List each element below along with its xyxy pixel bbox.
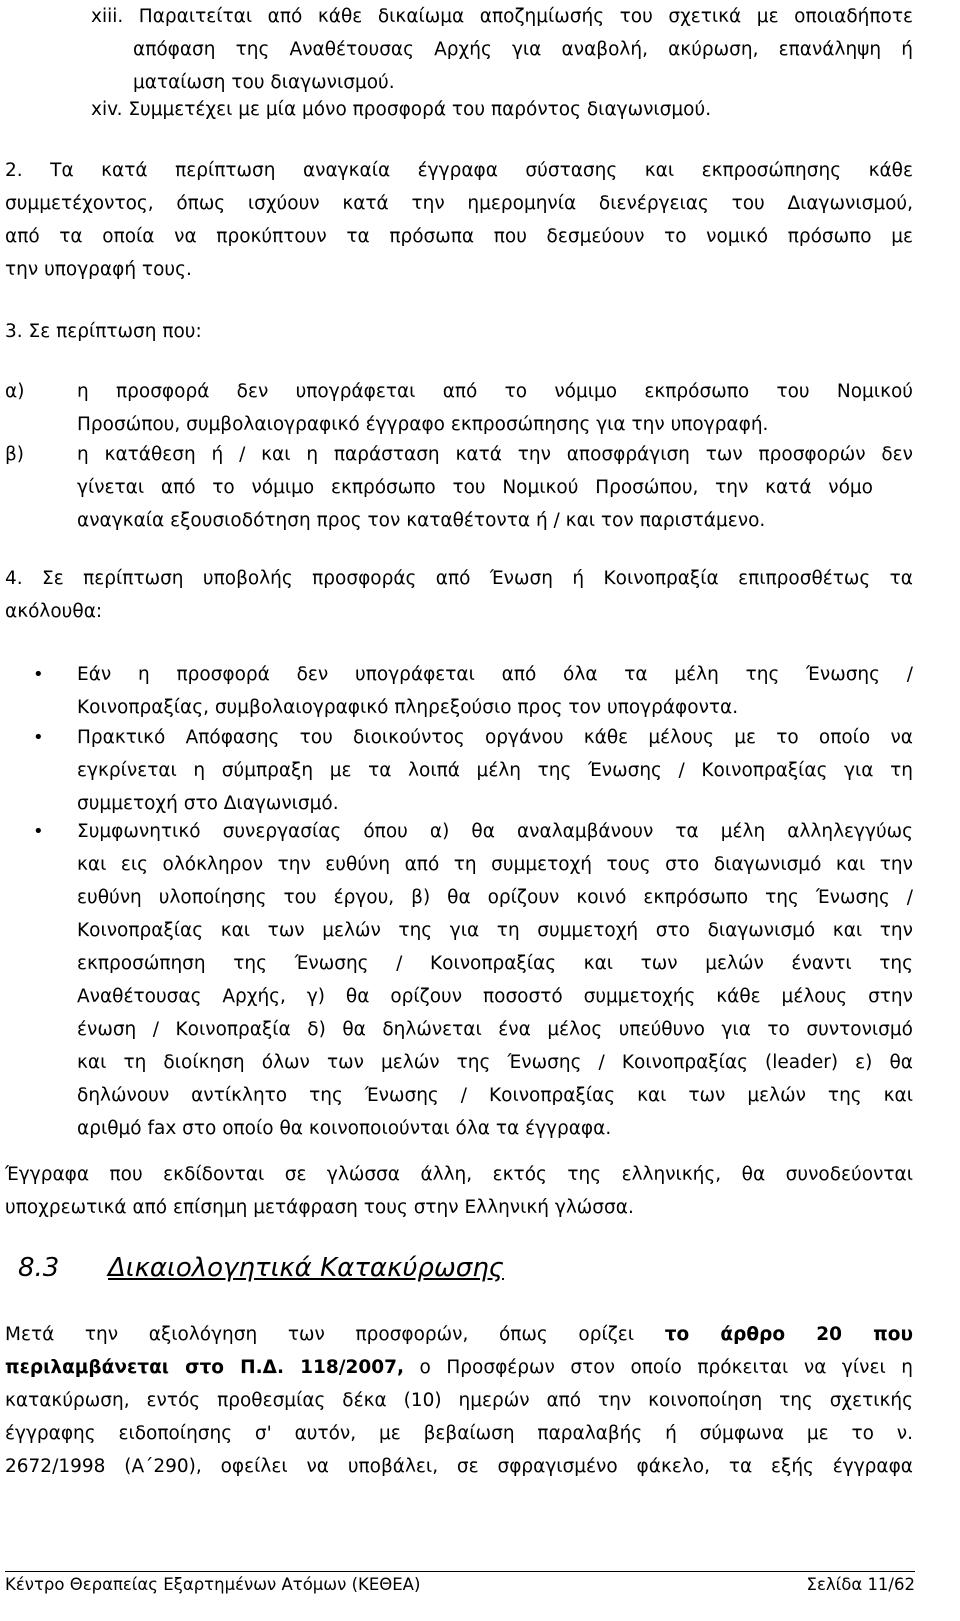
final-paragraph-line: έγγραφης ειδοποίησης σ' αυτόν, με βεβαίωση παραλαβής ή σύμφωνα με το ν. (5, 1423, 913, 1444)
final-paragraph-line (5, 1351, 913, 1384)
item-xiii-line: ματαίωση του διαγωνισμού. (133, 72, 395, 93)
bullet-symbol: • (33, 664, 44, 685)
footer-page-number: Σελίδα 11/62 (806, 1575, 915, 1594)
item-4-line: 4. Σε περίπτωση υποβολής προσφοράς από Ένωση ή Κοινοπραξία επιπροσθέτως τα (5, 568, 913, 589)
sub-b-line: αναγκαία εξουσιοδότηση προς τον καταθέτοντα ή / και τον παριστάμενο. (77, 510, 766, 531)
bullet-line: ένωση / Κοινοπραξία δ) θα δηλώνεται ένα μέλος υπεύθυνο για το συντονισμό (77, 1019, 913, 1040)
bullet-line: Εάν η προσφορά δεν υπογράφεται από όλα τα μέλη της Ένωσης / (77, 664, 913, 685)
footer-divider (5, 1571, 915, 1572)
item-xiii-line: xiii. Παραιτείται από κάθε δικαίωμα αποζημίωσής του σχετικά με οποιαδήποτε (91, 6, 913, 27)
bullet-line: και εις ολόκληρον την ευθύνη από τη συμμετοχή τους στο διαγωνισμό και την (77, 854, 913, 875)
sub-b-label: β) (5, 444, 25, 465)
sub-b-line: η κατάθεση ή / και η παράσταση κατά την αποσφράγιση των προσφορών δεν (77, 444, 913, 465)
section-number: 8.3 (18, 1253, 60, 1283)
bullet-line: εγκρίνεται η σύμπραξη με τα λοιπά μέλη της Ένωσης / Κοινοπραξίας για τη (77, 760, 913, 781)
sub-a-label: α) (5, 381, 25, 402)
bullet-line: εκπροσώπηση της Ένωσης / Κοινοπραξίας και των μελών έναντι της (77, 953, 913, 974)
item-2-line: 2. Τα κατά περίπτωση αναγκαία έγγραφα σύστασης και εκπροσώπησης κάθε (5, 160, 913, 181)
bullet-line: συμμετοχή στο Διαγωνισμό. (77, 793, 339, 814)
final-line1-plain: Μετά την αξιολόγηση των προσφορών, όπως ορίζει (5, 1324, 635, 1345)
item-4-line: ακόλουθα: (5, 601, 103, 622)
bullet-line: και τη διοίκηση όλων των μελών της Ένωσης / Κοινοπραξίας (leader) ε) θα (77, 1052, 913, 1073)
translation-note-line: Έγγραφα που εκδίδονται σε γλώσσα άλλη, εκτός της ελληνικής, θα συνοδεύονται (5, 1164, 913, 1185)
final-line1-bold: το άρθρο 20 που (664, 1324, 913, 1345)
final-paragraph-line: 2672/1998 (Α΄290), οφείλει να υποβάλει, σε σφραγισμένο φάκελο, τα εξής έγγραφα (5, 1456, 913, 1477)
final-paragraph (5, 1318, 913, 1483)
item-4 (5, 562, 913, 628)
sub-a-line: Προσώπου, συμβολαιογραφικό έγγραφο εκπροσώπησης για την υπογραφή. (77, 414, 769, 435)
section-title: Δικαιολογητικά Κατακύρωσης (108, 1253, 504, 1283)
sub-b (77, 438, 913, 537)
bullet-line: αριθμό fax στο οποίο θα κοινοποιούνται όλα τα έγγραφα. (77, 1118, 612, 1139)
footer-organization: Κέντρο Θεραπείας Εξαρτημένων Ατόμων (ΚΕΘΕΑ) (5, 1575, 421, 1594)
item-3: 3. Σε περίπτωση που: (5, 321, 202, 342)
item-xiv: xiv. Συμμετέχει με μία μόνο προσφορά του παρόντος διαγωνισμού. (91, 99, 712, 120)
item-xiii-line: απόφαση της Αναθέτουσας Αρχής για αναβολή, ακύρωση, επανάληψη ή (133, 39, 913, 60)
item-2-line: την υπογραφή τους. (5, 259, 192, 280)
bullet-line: Κοινοπραξίας και των μελών της για τη συμμετοχή στο διαγωνισμό και την (77, 920, 913, 941)
final-line2-bold: περιλαμβάνεται στο Π.Δ. 118/2007, (5, 1357, 404, 1378)
item-2-line: συμμετέχοντος, όπως ισχύουν κατά την ημερομηνία διενέργειας του Διαγωνισμού, (5, 193, 913, 214)
bullet-symbol: • (33, 727, 44, 748)
translation-note-line: υποχρεωτικά από επίσημη μετάφραση τους στην Ελληνική γλώσσα. (5, 1197, 634, 1218)
bullet-item (77, 815, 913, 1145)
final-line2-plain: ο Προσφέρων στον οποίο πρόκειται να γίνει η (403, 1357, 914, 1378)
item-2 (5, 154, 913, 286)
final-paragraph-line (5, 1318, 913, 1351)
bullet-symbol: • (33, 821, 44, 842)
bullet-line: Συμφωνητικό συνεργασίας όπου α) θα αναλαμβάνουν τα μέλη αλληλεγγύως (77, 821, 913, 842)
bullet-line: Κοινοπραξίας, συμβολαιογραφικό πληρεξούσιο προς τον υπογράφοντα. (77, 697, 739, 718)
bullet-line: δηλώνουν αντίκλητο της Ένωσης / Κοινοπραξίας και των μελών της και (77, 1085, 913, 1106)
item-xiii (77, 0, 913, 99)
final-paragraph-line: κατακύρωση, εντός προθεσμίας δέκα (10) ημερών από την κοινοποίηση της σχετικής (5, 1390, 913, 1411)
bullet-line: ευθύνη υλοποίησης του έργου, β) θα ορίζουν κοινό εκπρόσωπο της Ένωσης / (77, 887, 913, 908)
bullet-item (77, 658, 913, 724)
bullet-item (77, 721, 913, 820)
item-2-line: από τα οποία να προκύπτουν τα πρόσωπα που δεσμεύουν το νομικό πρόσωπο με (5, 226, 913, 247)
sub-b-line: γίνεται από το νόμιμο εκπρόσωπο του Νομικού Προσώπου, την κατά νόμο (77, 477, 873, 498)
bullet-line: Αναθέτουσας Αρχής, γ) θα ορίζουν ποσοστό συμμετοχής κάθε μέλους στην (77, 986, 913, 1007)
section-heading (18, 1250, 504, 1286)
sub-a (77, 375, 913, 441)
bullet-line: Πρακτικό Απόφασης του διοικούντος οργάνου κάθε μέλους με το οποίο να (77, 727, 913, 748)
sub-a-line: η προσφορά δεν υπογράφεται από το νόμιμο εκπρόσωπο του Νομικού (77, 381, 913, 402)
translation-note (5, 1158, 913, 1224)
